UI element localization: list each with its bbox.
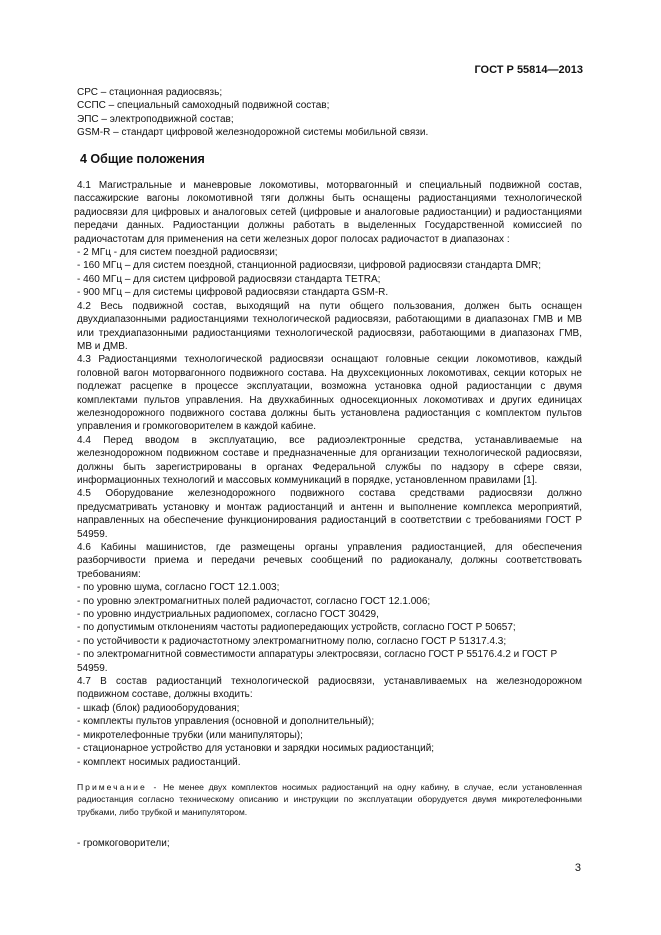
section-title: 4 Общие положения	[80, 151, 205, 166]
paragraph-4-5: 4.5 Оборудование железнодорожного подвижного состава средствами радиосвязи должно предусматривать установку и монтаж радиостанций и антенн и выполнение комплекса мероприятий, направленных на обеспечение функционирования радиостанций в соответствии с требованиями ГОСТ Р 54959.	[77, 488, 582, 540]
list-item: - по допустимым отклонениям частоты радиопередающих устройств, согласно ГОСТ Р 50657;	[77, 622, 516, 634]
list-item: - микротелефонные трубки (или манипуляторы);	[77, 729, 303, 741]
abbreviation-srs: СРС – стационная радиосвязь;	[77, 87, 223, 98]
abbreviations-list	[77, 86, 582, 140]
abbreviation-eps: ЭПС – электроподвижной состав;	[77, 113, 234, 125]
page-number: 3	[574, 862, 581, 874]
abbreviation-ssps: ССПС – специальный самоходный подвижной состав;	[77, 100, 330, 112]
list-item: - 160 МГц – для систем поездной, станционной радиосвязи, цифровой радиосвязи стандарта DMR;	[77, 260, 541, 272]
paragraph-4-1: 4.1 Магистральные и маневровые локомотивы, моторвагонный и специальный подвижной состав, пассажирские вагоны локомотивной тяги должны быть оснащены радиостанциями технологической радиосвязи для цифровых и аналоговых сетей (цифровые и аналоговые радиостанции) и радиостанциями передачи данных. Радиостанции должны работать в выделенных Государственной комиссией по радиочастотам для применения на сети железных дорог полосах радиочастот в диапазонах :	[74, 180, 582, 245]
paragraph-4-2: 4.2 Весь подвижной состав, выходящий на пути общего пользования, должен быть оснащен двухдиапазонными радиостанциями технологической радиосвязи, работающими в диапазонах ГМВ и МВ или трехдиапазонными радиостанциями технологической радиосвязи, работающими в диапазонах ГМВ, МВ и ДМВ.	[77, 300, 582, 352]
list-item: - комплекты пультов управления (основной и дополнительный);	[77, 716, 375, 728]
list-item: - по устойчивости к радиочастотному электромагнитному полю, согласно ГОСТ Р 51317.4.3;	[77, 635, 507, 647]
paragraph-4-7: 4.7 В состав радиостанций технологической радиосвязи, устанавливаемых на железнодорожном подвижном составе, должны входить:	[77, 676, 582, 701]
paragraph-4-3: 4.3 Радиостанциями технологической радиосвязи оснащают головные секции локомотивов, каждый головной вагон моторвагонного подвижного состава. На двухсекционных локомотивах, секции которых не подлежат расцепке в процессе эксплуатации, возможна установка одной радиостанции с двумя комплектами пультов управления. На двухкабинных односекционных локомотивах и других единицах железнодорожного подвижного состава должны быть установлена радиостанция с комплектом пультов управления и громкоговорителем в каждой кабине.	[77, 354, 582, 433]
paragraph-4-6: 4.6 Кабины машинистов, где размещены органы управления радиостанцией, для обеспечения разборчивости приема и передачи речевых сообщений по радиоканалу, должны соответствовать требованиям:	[77, 542, 582, 580]
list-item: - по уровню индустриальных радиопомех, согласно ГОСТ 30429,	[77, 609, 379, 621]
page-content	[74, 86, 582, 850]
note-text: Не менее двух комплектов носимых радиостанций на одну кабину, в случае, если установленная радиостанция согласно техническому описанию и инструкции по эксплуатации оборудуется двумя микротелефонными трубками, либо трубкой и манипулятором.	[77, 781, 582, 817]
paragraph-4-4: 4.4 Перед вводом в эксплуатацию, все радиоэлектронные средства, устанавливаемые на железнодорожном подвижном составе и предназначенные для организации технологической радиосвязи, должны быть зарегистрированы в органах Федеральной службы по надзору в сфере связи, информационных технологий и массовых коммуникаций в порядке, установленном правилами [1].	[77, 434, 582, 486]
list-item: - стационарное устройство для установки и зарядки носимых радиостанций;	[77, 743, 435, 755]
abbreviation-gsmr: GSM-R – стандарт цифровой железнодорожной системы мобильной связи.	[77, 127, 429, 139]
list-item: - по уровню шума, согласно ГОСТ 12.1.003;	[77, 582, 280, 594]
list-item: - 460 МГц – для систем цифровой радиосвязи стандарта TETRA;	[77, 273, 381, 285]
list-item: - 900 МГц – для системы цифровой радиосвязи стандарта GSM-R.	[77, 287, 389, 299]
list-item: - громкоговорители;	[77, 837, 170, 849]
list-item: - комплект носимых радиостанций.	[77, 756, 241, 768]
list-item: - по электромагнитной совместимости аппаратуры электросвязи, согласно ГОСТ Р 55176.4.2 и ГОСТ Р 54959.	[77, 649, 558, 674]
standard-header: ГОСТ Р 55814—2013	[474, 64, 583, 76]
note	[77, 781, 582, 818]
note-label: Примечание -	[77, 781, 159, 792]
list-item: - по уровню электромагнитных полей радиочастот, согласно ГОСТ 12.1.006;	[77, 595, 431, 607]
list-item: - 2 МГц - для систем поездной радиосвязи;	[77, 247, 278, 259]
list-item: - шкаф (блок) радиооборудования;	[77, 702, 240, 714]
